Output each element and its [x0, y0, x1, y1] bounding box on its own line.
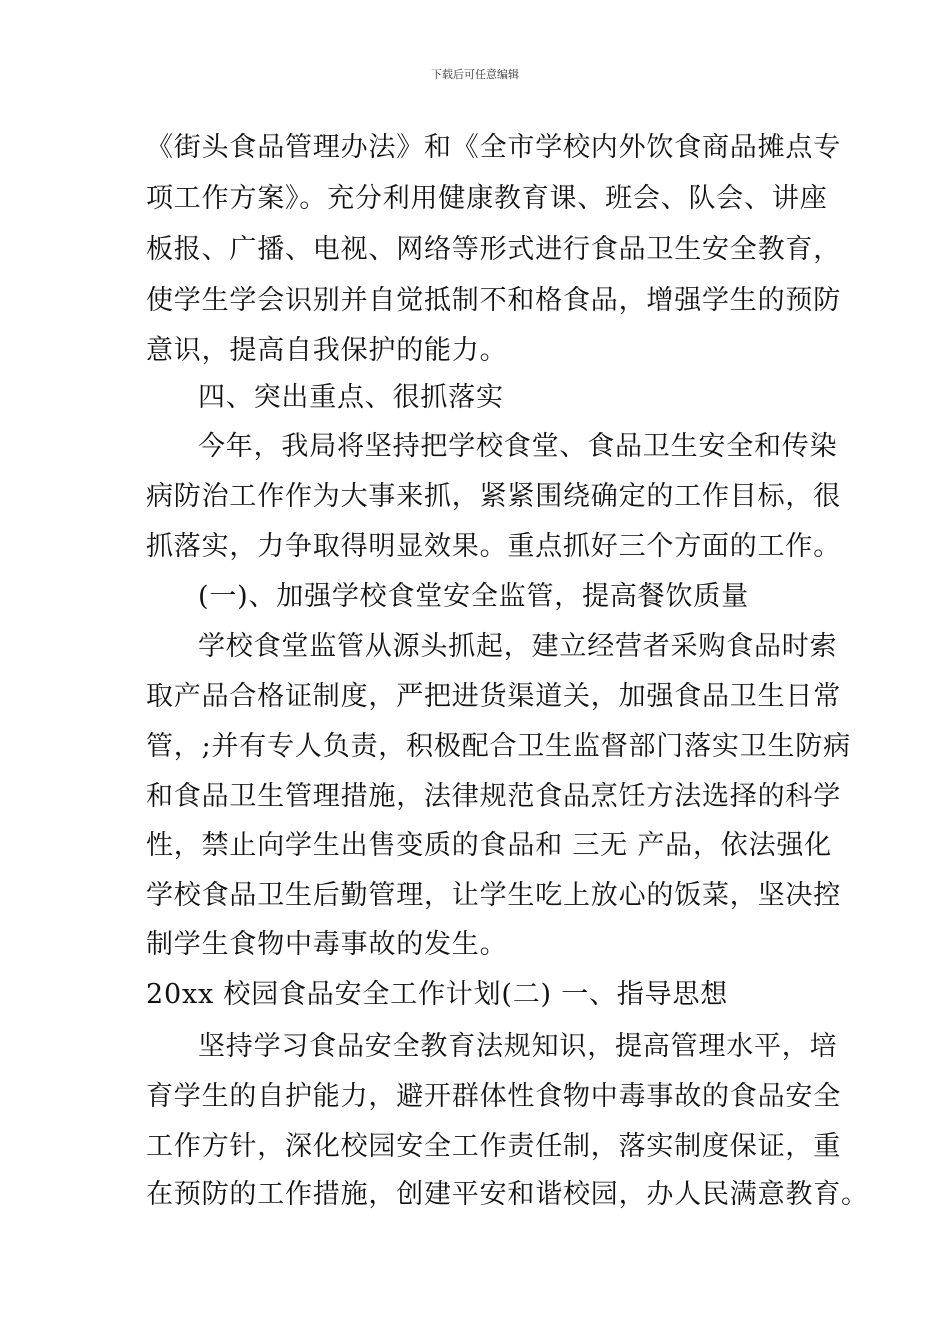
text-line: 工作方针，深化校园安全工作责任制，落实制度保证，重 — [146, 1131, 841, 1162]
section-title: 20xx 校园食品安全工作计划(二) 一、指导思想 — [146, 979, 729, 1010]
text-line: 取产品合格证制度，严把进货渠道关，加强食品卫生日常 — [146, 681, 841, 712]
text-line: 板报、广播、电视、网络等形式进行食品卫生安全教育， — [146, 234, 841, 265]
section-heading: 四、突出重点、很抓落实 — [198, 382, 504, 413]
subsection-heading: (一)、加强学校食堂安全监管，提高餐饮质量 — [198, 581, 749, 612]
text-line: 《街头食品管理办法》和《全市学校内外饮食商品摊点专 — [146, 132, 841, 163]
text-line: 今年，我局将坚持把学校食堂、食品卫生安全和传染 — [198, 431, 838, 462]
text-line: 学校食品卫生后勤管理，让学生吃上放心的饭菜，坚决控 — [146, 880, 841, 911]
text-line: 制学生食物中毒事故的发生。 — [146, 929, 508, 960]
page-header: 下载后可任意编辑 — [431, 68, 519, 81]
text-line: 项工作方案》。充分利用健康教育课、班会、队会、讲座 — [146, 183, 828, 214]
text-line: 性，禁止向学生出售变质的食品和 三无 产品，依法强化 — [146, 830, 832, 861]
text-line: 抓落实，力争取得明显效果。重点抓好三个方面的工作。 — [146, 531, 841, 562]
text-line: 学校食堂监管从源头抓起，建立经营者采购食品时索 — [198, 631, 838, 662]
text-line: 和食品卫生管理措施，法律规范食品烹饪方法选择的科学 — [146, 781, 841, 812]
text-line: 使学生学会识别并自觉抵制不和格食品，增强学生的预防 — [146, 285, 841, 316]
text-line: 管，;并有专人负责，积极配合卫生监督部门落实卫生防病 — [146, 731, 851, 762]
text-line: 坚持学习食品安全教育法规知识，提高管理水平，培 — [198, 1031, 838, 1062]
text-line: 育学生的自护能力，避开群体性食物中毒事故的食品安全 — [146, 1081, 841, 1112]
text-line: 意识，提高自我保护的能力。 — [146, 335, 508, 366]
text-line: 病防治工作作为大事来抓，紧紧围绕确定的工作目标，很 — [146, 481, 841, 512]
text-line: 在预防的工作措施，创建平安和谐校园，办人民满意教育。 — [146, 1179, 869, 1210]
